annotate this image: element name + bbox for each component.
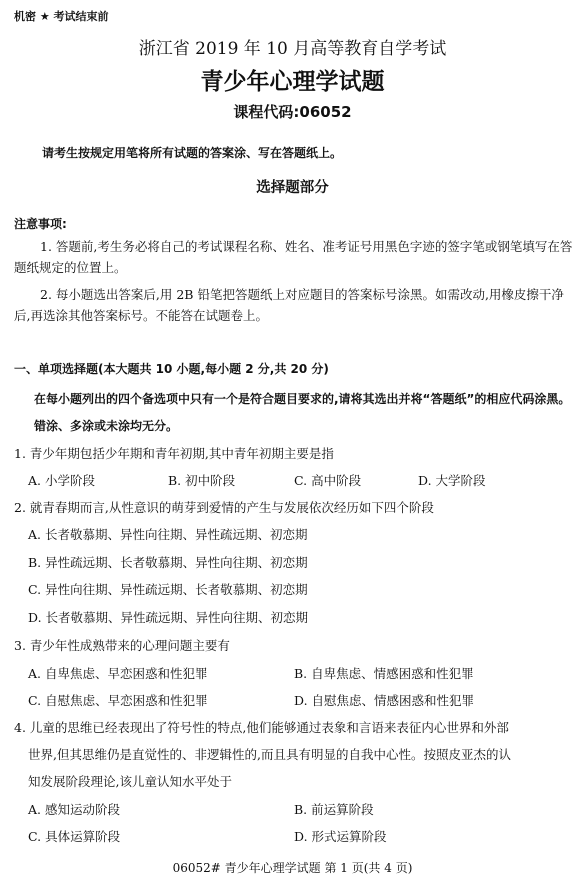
option-b: B. 异性疏远期、长者敬慕期、异性向往期、初恋期 (28, 555, 308, 570)
paper-title: 青少年心理学试题 (200, 69, 385, 95)
option-a: A. 感知运动阶段 (28, 802, 120, 817)
option-d: D. 长者敬慕期、异性疏远期、异性向往期、初恋期 (28, 610, 309, 625)
option-b: B. 初中阶段 (168, 473, 236, 488)
option-a: A. 自卑焦虑、早恋困惑和性犯罪 (28, 666, 208, 681)
confidential-label: 机密 ★ 考试结束前 (14, 10, 109, 23)
question-stem: 2. 就青春期而言,从性意识的萌芽到爱情的产生与发展依次经历如下四个阶段 (14, 500, 434, 515)
answer-instruction: 请考生按规定用笔将所有试题的答案涂、写在答题纸上。 (42, 146, 343, 160)
question-stem: 3. 青少年性成熟带来的心理问题主要有 (14, 638, 230, 653)
note-item: 1. 答题前,考生务必将自己的考试课程名称、姓名、准考证号用黑色字迹的签字笔或钢笔填写在答题纸规定的位置上。 (14, 239, 573, 275)
part-heading: 一、单项选择题(本大题共 10 小题,每小题 2 分,共 20 分) (14, 362, 329, 376)
question-stem: 1. 青少年期包括少年期和青年初期,其中青年初期主要是指 (14, 446, 334, 461)
course-code: 课程代码:06052 (233, 103, 352, 121)
option-a: A. 长者敬慕期、异性向往期、异性疏远期、初恋期 (28, 527, 308, 542)
option-d: D. 自慰焦虑、情感困惑和性犯罪 (294, 693, 475, 708)
question-stem: 4. 儿童的思维已经表现出了符号性的特点,他们能够通过表象和言语来表征内心世界和外部 (14, 720, 509, 735)
option-b: B. 自卑焦虑、情感困惑和性犯罪 (294, 666, 474, 681)
exam-name: 浙江省 2019 年 10 月高等教育自学考试 (138, 39, 447, 59)
question-stem-line: 世界,但其思维仍是直觉性的、非逻辑性的,而且具有明显的自我中心性。按照皮亚杰的认 (28, 747, 511, 762)
option-c: C. 具体运算阶段 (28, 829, 121, 844)
part-description: 在每小题列出的四个备选项中只有一个是符合题目要求的,请将其选出并将“答题纸”的相应代码涂黑。错涂、多涂或未涂均无分。 (34, 392, 571, 433)
option-c: C. 自慰焦虑、早恋困惑和性犯罪 (28, 693, 208, 708)
option-a: A. 小学阶段 (28, 473, 95, 488)
option-c: C. 高中阶段 (294, 473, 362, 488)
page-footer: 06052# 青少年心理学试题 第 1 页(共 4 页) (172, 861, 413, 875)
notes-heading: 注意事项: (14, 217, 67, 231)
option-c: C. 异性向往期、异性疏远期、长者敬慕期、初恋期 (28, 582, 308, 597)
note-item: 2. 每小题选出答案后,用 2B 铅笔把答题纸上对应题目的答案标号涂黑。如需改动,用橡皮擦干净后,再选涂其他答案标号。不能答在试题卷上。 (14, 287, 564, 323)
option-d: D. 形式运算阶段 (294, 829, 387, 844)
section-title: 选择题部分 (256, 180, 329, 196)
option-d: D. 大学阶段 (418, 473, 486, 488)
option-b: B. 前运算阶段 (294, 802, 374, 817)
question-stem-line: 知发展阶段理论,该儿童认知水平处于 (28, 774, 232, 789)
